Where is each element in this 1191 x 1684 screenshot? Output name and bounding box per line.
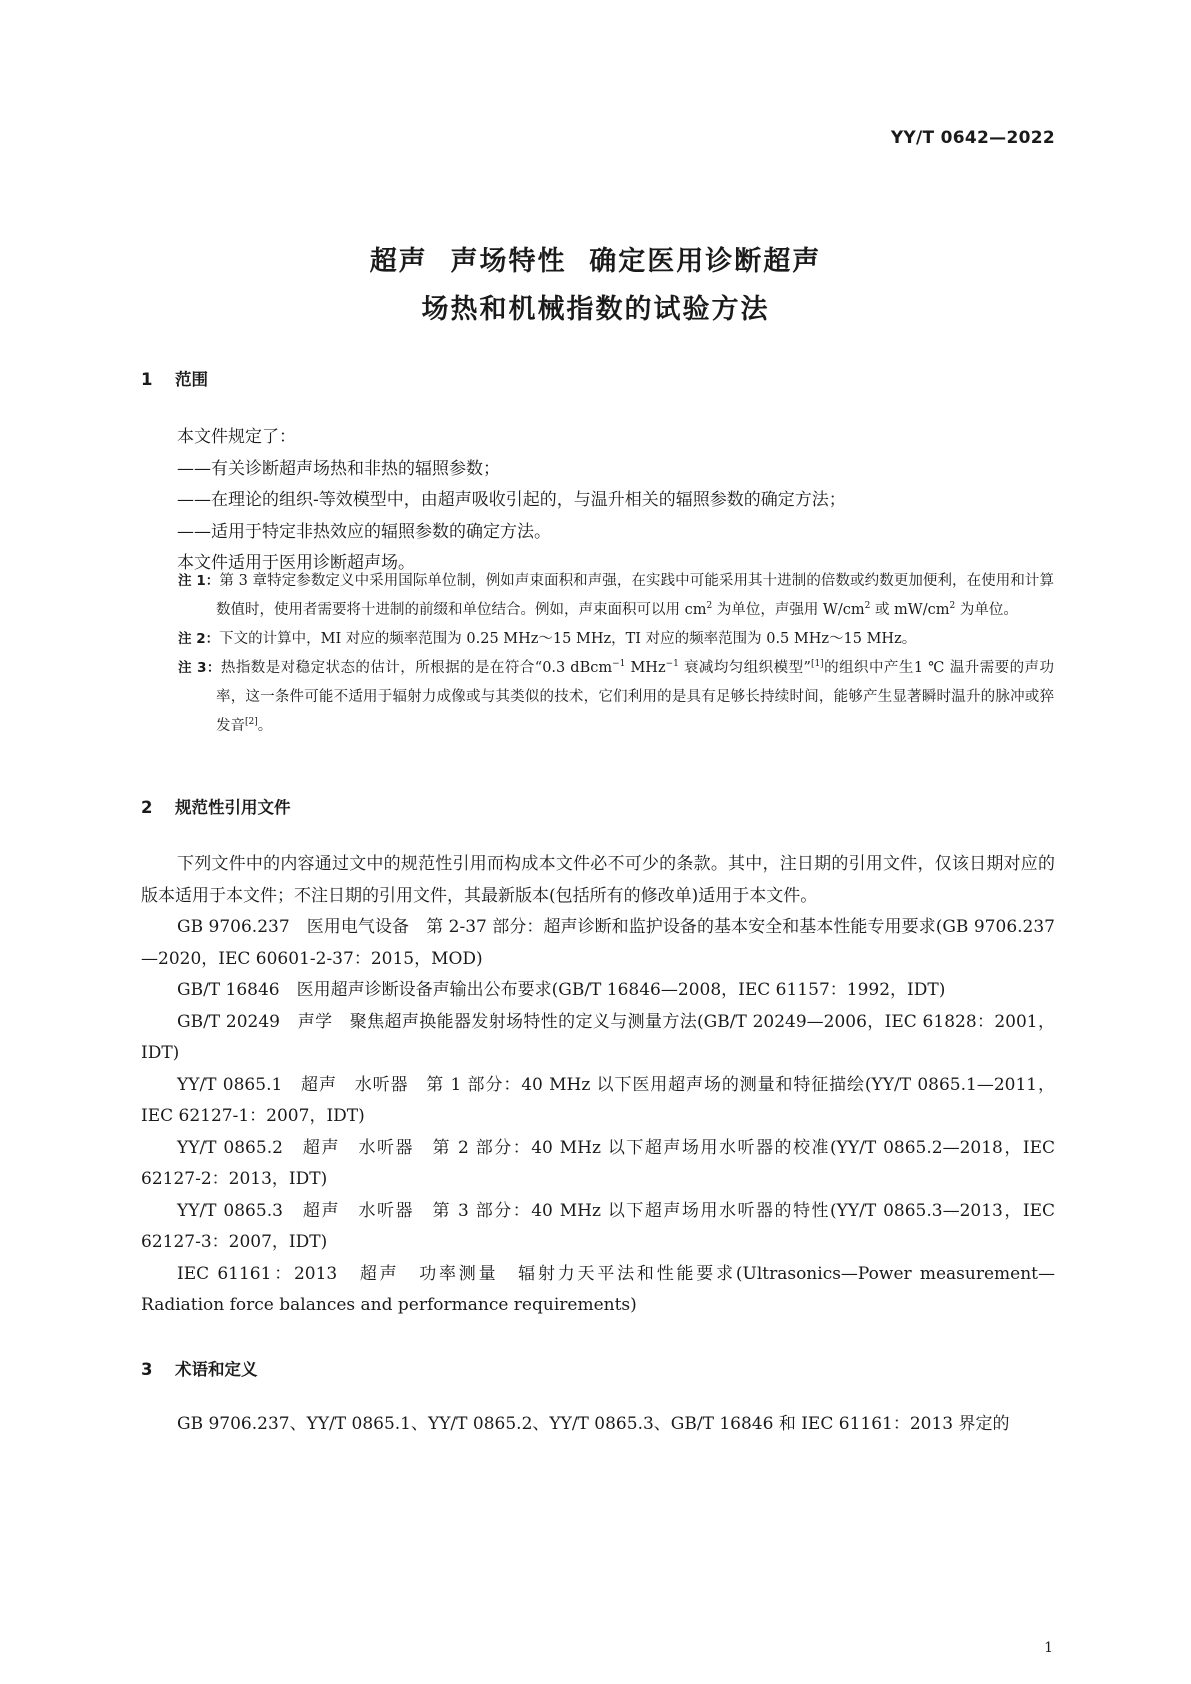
note-label: 注 1： [178,573,220,589]
citation-superscript: [2] [245,717,258,727]
section-number: 3 [141,1360,153,1379]
superscript: 2 [706,601,713,611]
superscript: −1 [612,659,626,669]
standard-code: YY/T 0642—2022 [890,128,1055,148]
note-text: 衰减均匀组织模型” [678,660,811,676]
section-2-heading [141,794,291,818]
note-text: 热指数是对稳定状态的估计，所根据的是在符合“0.3 dBcm [220,660,613,676]
note-1 [178,567,1054,625]
note-label: 注 2： [178,631,220,647]
section-title: 规范性引用文件 [175,798,291,817]
note-text: 第 3 章特定参数定义中采用国际单位制，例如声束面积和声强，在实践中可能采用其十进制的倍数或约数更加便利，在使用和计算数值时，使用者需要将十进制的前缀和单位结合。例如，声束面积可以用 cm [216,573,1054,618]
scope-notes [178,567,1054,741]
section-number: 1 [141,370,153,389]
terms-text: GB 9706.237、YY/T 0865.1、YY/T 0865.2、YY/T 0865.3、GB/T 16846 和 IEC 61161：2013 界定的 [177,1414,1010,1434]
document-title [0,238,1191,334]
section-3-heading [141,1356,258,1380]
scope-intro: 本文件规定了： [177,427,296,447]
note-text: 为单位。 [955,602,1018,618]
note-text: 的组织中产生1 ℃ 温升需要的声功率，这一条件可能不适用于辐射力成像或与其类似的技术，它们利用的是具有足够长持续时间，能够产生显著瞬时温升的脉冲或猝发音 [216,660,1055,734]
page-number: 1 [1044,1640,1053,1656]
normative-intro: 下列文件中的内容通过文中的规范性引用而构成本文件必不可少的条款。其中，注日期的引用文件，仅该日期对应的版本适用于本文件；不注日期的引用文件，其最新版本(包括所有的修改单)适用于本文件。 [141,854,1055,906]
note-text: MHz [625,660,666,676]
scope-closing: 本文件适用于医用诊断超声场。 [177,553,415,573]
note-text: 为单位，声强用 W/cm [712,602,865,618]
note-text: 。 [257,718,273,734]
citation-superscript: [1] [810,659,824,669]
reference-entry: YY/T 0865.1 超声 水听器 第 1 部分：40 MHz 以下医用超声场的测量和特征描绘(YY/T 0865.1—2011，IEC 62127-1：2007，IDT) [141,1074,1055,1126]
note-text: 下文的计算中，MI 对应的频率范围为 0.25 MHz～15 MHz，TI 对应的频率范围为 0.5 MHz～15 MHz。 [219,631,917,647]
section-title: 术语和定义 [175,1360,258,1379]
section-2-body [141,849,1055,1322]
reference-entry: GB/T 20249 声学 聚焦超声换能器发射场特性的定义与测量方法(GB/T 20249—2006，IEC 61828：2001，IDT) [141,1011,1055,1063]
section-3-body [141,1409,1055,1441]
title-line-2: 场热和机械指数的试验方法 [421,294,770,325]
reference-entry: GB/T 16846 医用超声诊断设备声输出公布要求(GB/T 16846—2008，IEC 61157：1992，IDT) [177,980,946,1000]
note-2 [178,625,1054,654]
note-3 [178,654,1054,741]
reference-entry: IEC 61161：2013 超声 功率测量 辐射力天平法和性能要求(Ultrasonics—Power measurement—Radiation force balances and performance requirements) [141,1263,1055,1315]
superscript: 2 [864,601,871,611]
section-1-body [141,422,1055,580]
note-text: 或 mW/cm [870,602,950,618]
section-title: 范围 [175,370,208,389]
superscript: −1 [665,659,679,669]
section-number: 2 [141,798,153,817]
reference-entry: GB 9706.237 医用电气设备 第 2-37 部分：超声诊断和监护设备的基本安全和基本性能专用要求(GB 9706.237—2020，IEC 60601-2-37：2015，MOD) [141,917,1055,969]
scope-item: ——适用于特定非热效应的辐照参数的确定方法。 [177,521,551,542]
section-1-heading [141,366,208,390]
scope-item: ——在理论的组织-等效模型中，由超声吸收引起的，与温升相关的辐照参数的确定方法； [177,490,846,510]
reference-entry: YY/T 0865.2 超声 水听器 第 2 部分：40 MHz 以下超声场用水听器的校准(YY/T 0865.2—2018，IEC 62127-2：2013，IDT) [141,1137,1055,1189]
scope-item: ——有关诊断超声场热和非热的辐照参数； [177,458,500,479]
reference-entry: YY/T 0865.3 超声 水听器 第 3 部分：40 MHz 以下超声场用水听器的特性(YY/T 0865.3—2013，IEC 62127-3：2007，IDT) [141,1200,1055,1252]
title-line-1: 超声 声场特性 确定医用诊断超声 [369,246,822,277]
note-label: 注 3： [178,660,221,676]
superscript: 2 [949,601,956,611]
